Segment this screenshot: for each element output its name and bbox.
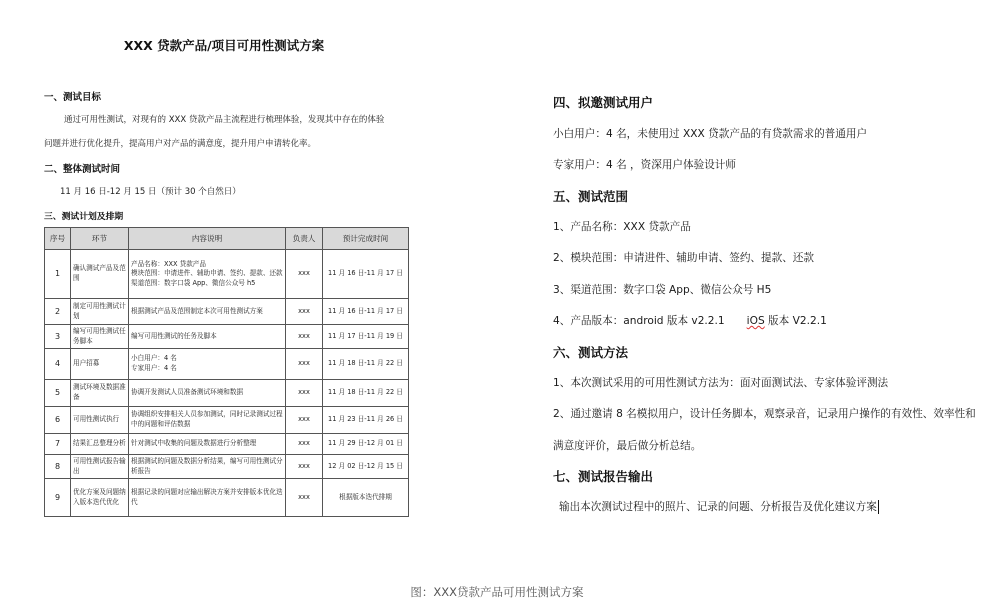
row-number: 8 <box>45 455 71 479</box>
section-7-heading: 七、测试报告输出 <box>553 469 654 484</box>
row-content <box>129 299 286 325</box>
row-number: 9 <box>45 479 71 517</box>
method-item-2-line-2: 满意度评价，最后做分析总结。 <box>553 440 702 452</box>
table-row <box>45 380 409 407</box>
row-number: 2 <box>45 299 71 325</box>
row-content <box>129 407 286 434</box>
scope-version <box>553 313 827 328</box>
row-owner: xxx <box>286 407 323 434</box>
row-stage: 用户招募 <box>71 349 129 380</box>
row-time: 11 月 29 日-12 月 01 日 <box>323 434 409 455</box>
row-content-line: 编写可用性测试的任务及脚本 <box>131 331 217 340</box>
row-content <box>129 479 286 517</box>
section-1-line-2: 问题并进行优化提升，提高用户对产品的满意度，提升用户申请转化率。 <box>44 139 317 149</box>
section-1-heading: 一、测试目标 <box>44 92 102 103</box>
row-content-line: 根据测试产品及范围制定本次可用性测试方案 <box>131 306 263 315</box>
column-header-no: 序号 <box>45 228 71 250</box>
report-output-text[interactable] <box>559 499 879 514</box>
row-content-line: 协调开发测试人员准备测试环境和数据 <box>131 388 244 397</box>
row-number: 3 <box>45 325 71 349</box>
row-time: 11 月 16 日-11 月 17 日 <box>323 299 409 325</box>
column-header-stage: 环节 <box>71 228 129 250</box>
row-content-line: 模块范围：申请进件、辅助申请、签约、提款、还款 <box>131 269 283 278</box>
column-header-owner: 负责人 <box>286 228 323 250</box>
row-content-line: 根据测试的问题及数据分析结果，编写可用性测试分析报告 <box>131 456 283 475</box>
row-number: 6 <box>45 407 71 434</box>
table-row <box>45 455 409 479</box>
table-row <box>45 479 409 517</box>
figure-caption: 图：XXX贷款产品可用性测试方案 <box>410 585 584 599</box>
row-content-line: 小白用户：4 名 <box>131 354 177 363</box>
row-owner: xxx <box>286 479 323 517</box>
scope-modules: 2、模块范围：申请进件、辅助申请、签约、提款、还款 <box>553 252 814 264</box>
row-content <box>129 325 286 349</box>
row-content-line: 专家用户：4 名 <box>131 364 177 372</box>
row-content-line: 根据记录的问题对应输出解决方案并安排版本优化迭代 <box>131 487 283 506</box>
row-content <box>129 455 286 479</box>
method-item-2-line-1: 2、通过邀请 8 名模拟用户，设计任务脚本，观察录音，记录用户操作的有效性、效率性和 <box>553 408 976 420</box>
row-time: 根据版本迭代排期 <box>323 479 409 517</box>
document-title: XXX 贷款产品/项目可用性测试方案 <box>123 38 325 53</box>
row-time: 11 月 23 日-11 月 26 日 <box>323 407 409 434</box>
row-content <box>129 434 286 455</box>
row-time: 11 月 17 日-11 月 19 日 <box>323 325 409 349</box>
row-owner: xxx <box>286 434 323 455</box>
row-stage: 编写可用性测试任务脚本 <box>71 325 129 349</box>
row-stage: 确认测试产品及范围 <box>71 250 129 299</box>
scope-version-android: 4、产品版本：android 版本 v2.2.1 <box>553 315 725 327</box>
text-cursor <box>878 500 879 514</box>
novice-users-text: 小白用户：4 名，未使用过 XXX 贷款产品的有贷款需求的普通用户 <box>553 128 868 140</box>
row-stage: 可用性测试执行 <box>71 407 129 434</box>
section-2-heading: 二、整体测试时间 <box>44 164 121 175</box>
row-time: 11 月 18 日-11 月 22 日 <box>323 349 409 380</box>
scope-version-ios-number: 版本 V2.2.1 <box>768 315 827 327</box>
table-row <box>45 434 409 455</box>
row-stage: 可用性测试报告输出 <box>71 455 129 479</box>
row-number: 7 <box>45 434 71 455</box>
row-time: 11 月 16 日-11 月 17 日 <box>323 250 409 299</box>
column-header-content: 内容说明 <box>129 228 286 250</box>
row-time: 12 月 02 日-12 月 15 日 <box>323 455 409 479</box>
section-5-heading: 五、测试范围 <box>553 189 629 204</box>
row-owner: xxx <box>286 299 323 325</box>
scope-channels: 3、渠道范围：数字口袋 App、微信公众号 H5 <box>553 284 772 296</box>
row-number: 5 <box>45 380 71 407</box>
left-page <box>44 36 414 506</box>
scope-product: 1、产品名称：XXX 贷款产品 <box>553 221 691 233</box>
table-row <box>45 325 409 349</box>
row-stage: 制定可用性测试计划 <box>71 299 129 325</box>
row-owner: xxx <box>286 380 323 407</box>
row-content-line: 产品名称：XXX 贷款产品 <box>131 259 206 268</box>
row-stage: 优化方案及问题纳入版本迭代优化 <box>71 479 129 517</box>
row-time: 11 月 18 日-11 月 22 日 <box>323 380 409 407</box>
section-6-heading: 六、测试方法 <box>553 345 629 360</box>
row-content-line: 协调组织安排相关人员参加测试，同时记录测试过程中的问题和评估数据 <box>131 410 283 428</box>
table-header-row <box>45 228 409 250</box>
method-item-1: 1、本次测试采用的可用性测试方法为：面对面测试法、专家体验评测法 <box>553 377 889 389</box>
row-content-line: 针对测试中收集的问题及数据进行分析整理 <box>131 439 257 448</box>
row-owner: xxx <box>286 250 323 299</box>
row-content <box>129 250 286 299</box>
row-content-line: 渠道范围：数字口袋 App、微信公众号 h5 <box>131 278 256 287</box>
row-owner: xxx <box>286 325 323 349</box>
section-1-line-1: 通过可用性测试，对现有的 XXX 贷款产品主流程进行梳理体验，发现其中存在的体验 <box>64 115 385 125</box>
row-stage: 结果汇总整理分析 <box>71 434 129 455</box>
row-number: 4 <box>45 349 71 380</box>
row-content <box>129 380 286 407</box>
table-row <box>45 250 409 299</box>
schedule-table <box>44 227 409 517</box>
row-content <box>129 349 286 380</box>
row-owner: xxx <box>286 349 323 380</box>
section-2-text: 11 月 16 日-12 月 15 日（预计 30 个自然日） <box>60 187 241 197</box>
scope-version-ios: iOS <box>746 315 765 327</box>
section-4-heading: 四、拟邀测试用户 <box>553 95 654 110</box>
row-number: 1 <box>45 250 71 299</box>
row-owner: xxx <box>286 455 323 479</box>
row-stage: 测试环境及数据准备 <box>71 380 129 407</box>
report-output-content: 输出本次测试过程中的照片、记录的问题、分析报告及优化建议方案 <box>559 501 877 513</box>
section-3-heading: 三、测试计划及排期 <box>44 212 124 222</box>
column-header-time: 预计完成时间 <box>323 228 409 250</box>
expert-users-text: 专家用户：4 名 ，资深用户体验设计师 <box>553 159 736 171</box>
table-row <box>45 299 409 325</box>
table-row <box>45 407 409 434</box>
table-row <box>45 349 409 380</box>
